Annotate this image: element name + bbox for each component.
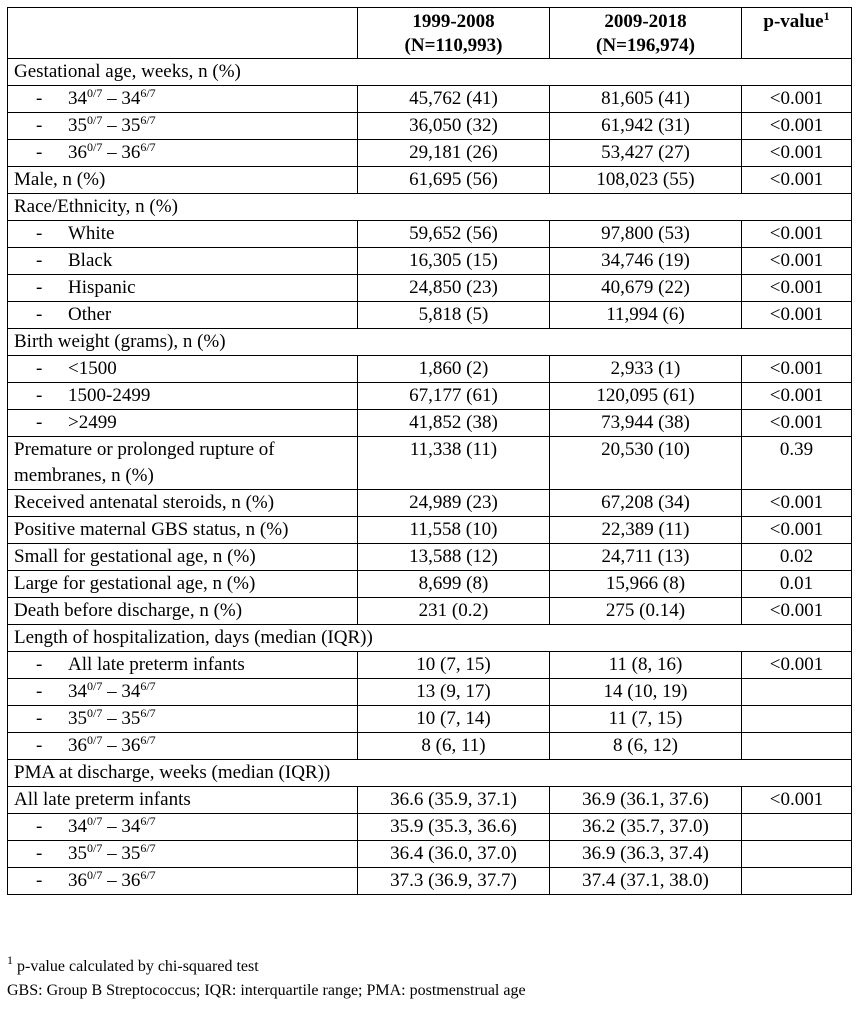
value-period-1: 10 (7, 15) (416, 654, 491, 675)
row-label-cell (8, 437, 358, 490)
p-value: 0.02 (779, 546, 814, 567)
p-value-cell (742, 517, 852, 544)
table-row (8, 679, 852, 706)
ga-start-days: 0/7 (87, 841, 103, 855)
value-period-2: 11 (7, 15) (608, 708, 683, 729)
p-value-cell (742, 275, 852, 302)
value-period-1: 35.9 (35.3, 36.6) (390, 816, 517, 837)
section-header-row (8, 625, 852, 652)
table-row (8, 410, 852, 437)
value-period-1: 36,050 (32) (409, 115, 498, 136)
value-period-2: 53,427 (27) (601, 142, 690, 163)
section-header-row (8, 760, 852, 787)
p-value-cell (742, 113, 852, 140)
ga-start-week: 35 (68, 708, 87, 729)
value-period-2-cell (550, 868, 742, 895)
value-period-2-cell (550, 733, 742, 760)
value-period-2-cell (550, 787, 742, 814)
value-period-1-cell (358, 356, 550, 383)
row-dash: - (36, 654, 43, 675)
value-period-2-cell (550, 544, 742, 571)
value-period-1-cell (358, 167, 550, 194)
section-header-cell (8, 625, 852, 652)
value-period-2-cell (550, 652, 742, 679)
ga-end-days: 6/7 (140, 841, 156, 855)
ga-end-week: 36 (121, 870, 141, 891)
value-period-1: 10 (7, 14) (416, 708, 491, 729)
value-period-2: 36.9 (36.1, 37.6) (582, 789, 709, 810)
p-value-cell (742, 841, 852, 868)
row-label-cell (8, 383, 358, 410)
value-period-2: 20,530 (10) (601, 439, 690, 460)
header-p-value-label: p-value (763, 11, 824, 32)
row-label: Received antenatal steroids, n (%) (14, 492, 275, 513)
row-dash: - (36, 277, 43, 298)
section-header-cell (8, 59, 852, 86)
value-period-1-cell (358, 571, 550, 598)
row-label-cell: - $36^{0/7} - 36^{6/7}$ (8, 733, 358, 760)
value-period-1-cell (358, 221, 550, 248)
value-period-1: 61,695 (56) (409, 169, 498, 190)
value-period-2: 97,800 (53) (601, 223, 690, 244)
table-row (8, 733, 852, 760)
p-value-cell (742, 598, 852, 625)
table-row (8, 437, 852, 490)
value-period-2-cell (550, 221, 742, 248)
p-value-cell (742, 221, 852, 248)
ga-start-week: 36 (68, 142, 87, 163)
row-dash: - (36, 735, 43, 756)
value-period-2: 15,966 (8) (605, 573, 686, 594)
table-row (8, 167, 852, 194)
row-dash: - (36, 681, 43, 702)
row-label-cell: - $34^{0/7} - 34^{6/7}$ (8, 679, 358, 706)
row-label-cell (8, 787, 358, 814)
p-value: <0.001 (769, 654, 824, 675)
row-dash: - (36, 142, 43, 163)
section-header-cell (8, 194, 852, 221)
section-label: Gestational age, weeks, n (%) (14, 61, 241, 82)
value-period-2: 11 (8, 16) (608, 654, 683, 675)
table-row (8, 140, 852, 167)
p-value: <0.001 (769, 115, 824, 136)
table-row (8, 383, 852, 410)
ga-end-week: 34 (121, 681, 141, 702)
ga-end-days: 6/7 (140, 113, 156, 127)
ga-end-days: 6/7 (140, 140, 156, 154)
p-value: <0.001 (769, 304, 824, 325)
value-period-2: 275 (0.14) (605, 600, 686, 621)
value-period-2-cell (550, 706, 742, 733)
row-label-cell (8, 221, 358, 248)
row-label: Small for gestational age, n (%) (14, 546, 256, 567)
row-dash: - (36, 385, 43, 406)
value-period-2: 36.9 (36.3, 37.4) (582, 843, 709, 864)
ga-end-days: 6/7 (140, 733, 156, 747)
footnote-1 (7, 953, 259, 976)
header-period-2009-2018 (550, 8, 742, 59)
p-value: <0.001 (769, 492, 824, 513)
section-header-row (8, 329, 852, 356)
value-period-1-cell (358, 598, 550, 625)
section-label: Length of hospitalization, days (median (IQR)) (14, 627, 373, 648)
row-label: Premature or prolonged rupture of membranes, n (%) (14, 439, 275, 486)
row-dash: - (36, 843, 43, 864)
value-period-1: 37.3 (36.9, 37.7) (390, 870, 517, 891)
ga-start-week: 34 (68, 681, 87, 702)
row-dash: - (36, 412, 43, 433)
value-period-1: 8,699 (8) (418, 573, 489, 594)
value-period-1: 41,852 (38) (409, 412, 498, 433)
footnote-abbreviations (7, 981, 526, 1000)
value-period-2-cell (550, 517, 742, 544)
value-period-2-cell (550, 302, 742, 329)
row-sublabel: All late preterm infants (68, 654, 245, 675)
ga-start-week: 34 (68, 88, 87, 109)
value-period-1-cell (358, 652, 550, 679)
p-value: 0.39 (779, 439, 814, 460)
ga-start-days: 0/7 (87, 706, 103, 720)
p-value: <0.001 (769, 169, 824, 190)
ga-end-days: 6/7 (140, 868, 156, 882)
ga-start-week: 34 (68, 816, 87, 837)
value-period-1-cell (358, 679, 550, 706)
value-period-1: 67,177 (61) (409, 385, 498, 406)
ga-end-days: 6/7 (140, 814, 156, 828)
value-period-1-cell (358, 814, 550, 841)
p-value-cell (742, 410, 852, 437)
row-label: Positive maternal GBS status, n (%) (14, 519, 289, 540)
row-label-cell: - $36^{0/7} - 36^{6/7}$ (8, 140, 358, 167)
table-row (8, 356, 852, 383)
row-label-cell (8, 410, 358, 437)
value-period-1: 29,181 (26) (409, 142, 498, 163)
value-period-1: 36.4 (36.0, 37.0) (390, 843, 517, 864)
row-sublabel: >2499 (68, 412, 117, 433)
value-period-1: 36.6 (35.9, 37.1) (390, 789, 517, 810)
value-period-1-cell (358, 140, 550, 167)
section-header-row (8, 194, 852, 221)
value-period-1: 1,860 (2) (418, 358, 489, 379)
value-period-1-cell (358, 113, 550, 140)
row-sublabel: 1500-2499 (68, 385, 151, 406)
value-period-2: 67,208 (34) (601, 492, 690, 513)
value-period-1: 11,338 (11) (409, 439, 498, 460)
value-period-1: 16,305 (15) (409, 250, 498, 271)
p-value: <0.001 (769, 277, 824, 298)
value-period-2-cell (550, 814, 742, 841)
p-value-cell (742, 571, 852, 598)
section-header-cell (8, 760, 852, 787)
ga-start-days: 0/7 (87, 868, 103, 882)
ga-start-week: 35 (68, 115, 87, 136)
value-period-2-cell (550, 248, 742, 275)
p-value-cell (742, 679, 852, 706)
row-dash: - (36, 708, 43, 729)
header-period-1999-2008 (358, 8, 550, 59)
ga-end-week: 35 (121, 843, 141, 864)
value-period-1: 13 (9, 17) (416, 681, 491, 702)
p-value: <0.001 (769, 385, 824, 406)
header-label-cell (8, 8, 358, 59)
ga-end-week: 35 (121, 708, 141, 729)
p-value-cell (742, 248, 852, 275)
value-period-2-cell (550, 679, 742, 706)
table-row (8, 490, 852, 517)
value-period-2: 40,679 (22) (601, 277, 690, 298)
value-period-1: 59,652 (56) (409, 223, 498, 244)
ga-end-week: 36 (121, 735, 141, 756)
table-row (8, 544, 852, 571)
value-period-2: 8 (6, 12) (613, 735, 678, 756)
table-row (8, 275, 852, 302)
table-row (8, 868, 852, 895)
value-period-2-cell (550, 383, 742, 410)
value-period-1-cell (358, 275, 550, 302)
row-label-cell (8, 544, 358, 571)
ga-start-days: 0/7 (87, 86, 103, 100)
value-period-2-cell (550, 490, 742, 517)
p-value: <0.001 (769, 412, 824, 433)
p-value-cell (742, 356, 852, 383)
ga-start-days: 0/7 (87, 679, 103, 693)
row-sublabel: Other (68, 304, 112, 325)
p-value-cell (742, 490, 852, 517)
section-label: Race/Ethnicity, n (%) (14, 196, 178, 217)
p-value-cell (742, 302, 852, 329)
table-row (8, 517, 852, 544)
value-period-2-cell (550, 410, 742, 437)
table-row (8, 814, 852, 841)
row-label: Male, n (%) (14, 169, 106, 190)
value-period-1-cell (358, 437, 550, 490)
p-value-cell (742, 706, 852, 733)
table-row (8, 113, 852, 140)
row-label-cell (8, 490, 358, 517)
value-period-2: 73,944 (38) (601, 412, 690, 433)
row-dash: - (36, 358, 43, 379)
demographics-table (7, 7, 852, 895)
ga-start-days: 0/7 (87, 140, 103, 154)
value-period-1: 13,588 (12) (409, 546, 498, 567)
value-period-1: 11,558 (10) (409, 519, 498, 540)
table-row (8, 248, 852, 275)
row-label: Death before discharge, n (%) (14, 600, 243, 621)
table-row (8, 841, 852, 868)
value-period-1-cell (358, 733, 550, 760)
value-period-1-cell (358, 248, 550, 275)
row-dash: - (36, 816, 43, 837)
ga-start-week: 36 (68, 870, 87, 891)
table-header-row (8, 8, 852, 59)
table-row (8, 706, 852, 733)
p-value: <0.001 (769, 142, 824, 163)
p-value-cell (742, 814, 852, 841)
value-period-2-cell (550, 598, 742, 625)
value-period-1-cell (358, 302, 550, 329)
row-dash: - (36, 250, 43, 271)
header-period-2-n: (N=196,974) (596, 35, 695, 56)
value-period-2: 36.2 (35.7, 37.0) (582, 816, 709, 837)
section-label: Birth weight (grams), n (%) (14, 331, 226, 352)
footnote-1-text: p-value calculated by chi-squared test (13, 958, 259, 975)
row-sublabel: <1500 (68, 358, 117, 379)
value-period-1: 45,762 (41) (409, 88, 498, 109)
ga-end-week: 36 (121, 142, 141, 163)
value-period-2: 2,933 (1) (610, 358, 681, 379)
value-period-2-cell (550, 86, 742, 113)
value-period-1-cell (358, 787, 550, 814)
value-period-2-cell (550, 356, 742, 383)
value-period-2-cell (550, 437, 742, 490)
footnote-1-mark: 1 (7, 953, 13, 967)
p-value-cell (742, 787, 852, 814)
p-value: <0.001 (769, 358, 824, 379)
p-value-cell (742, 383, 852, 410)
ga-start-week: 36 (68, 735, 87, 756)
value-period-2-cell (550, 841, 742, 868)
row-label-cell (8, 275, 358, 302)
ga-end-days: 6/7 (140, 679, 156, 693)
value-period-2-cell (550, 571, 742, 598)
p-value-cell (742, 437, 852, 490)
row-dash: - (36, 115, 43, 136)
table-row (8, 598, 852, 625)
table-row (8, 571, 852, 598)
value-period-2: 24,711 (13) (601, 546, 690, 567)
p-value: <0.001 (769, 223, 824, 244)
row-label-cell (8, 598, 358, 625)
section-header-cell (8, 329, 852, 356)
table-container (7, 7, 852, 895)
row-label-cell (8, 517, 358, 544)
row-label-cell: - $34^{0/7} - 34^{6/7}$ (8, 86, 358, 113)
row-dash: - (36, 870, 43, 891)
p-value: <0.001 (769, 250, 824, 271)
value-period-1: 231 (0.2) (418, 600, 489, 621)
value-period-1-cell (358, 544, 550, 571)
table-row (8, 787, 852, 814)
row-label-cell: - $35^{0/7} - 35^{6/7}$ (8, 841, 358, 868)
ga-start-days: 0/7 (87, 733, 103, 747)
p-value: <0.001 (769, 600, 824, 621)
value-period-1: 8 (6, 11) (421, 735, 486, 756)
row-label-cell (8, 167, 358, 194)
row-dash: - (36, 223, 43, 244)
p-value-cell (742, 86, 852, 113)
header-period-2-years: 2009-2018 (604, 11, 687, 32)
ga-start-week: 35 (68, 843, 87, 864)
p-value: <0.001 (769, 519, 824, 540)
p-value-cell (742, 652, 852, 679)
value-period-2: 22,389 (11) (601, 519, 690, 540)
row-dash: - (36, 88, 43, 109)
table-body (8, 59, 852, 895)
p-value: 0.01 (779, 573, 814, 594)
value-period-1-cell (358, 706, 550, 733)
ga-start-days: 0/7 (87, 113, 103, 127)
p-value-cell (742, 140, 852, 167)
header-p-value (742, 8, 852, 59)
value-period-2: 108,023 (55) (596, 169, 695, 190)
header-period-1-years: 1999-2008 (412, 11, 495, 32)
row-label-cell (8, 356, 358, 383)
value-period-2: 11,994 (6) (606, 304, 685, 325)
value-period-2-cell (550, 275, 742, 302)
value-period-2-cell (550, 140, 742, 167)
row-label-cell: - $35^{0/7} - 35^{6/7}$ (8, 113, 358, 140)
row-label-cell (8, 652, 358, 679)
ga-end-week: 34 (121, 816, 141, 837)
p-value-cell (742, 167, 852, 194)
value-period-1-cell (358, 410, 550, 437)
row-sublabel: Black (68, 250, 113, 271)
value-period-2: 81,605 (41) (601, 88, 690, 109)
value-period-1-cell (358, 490, 550, 517)
value-period-2: 120,095 (61) (596, 385, 695, 406)
value-period-1-cell (358, 86, 550, 113)
row-sublabel: White (68, 223, 115, 244)
value-period-1: 5,818 (5) (418, 304, 489, 325)
row-dash: - (36, 304, 43, 325)
ga-end-days: 6/7 (140, 706, 156, 720)
value-period-1: 24,989 (23) (409, 492, 498, 513)
row-label: Large for gestational age, n (%) (14, 573, 256, 594)
p-value: <0.001 (769, 789, 824, 810)
ga-end-week: 35 (121, 115, 141, 136)
row-label-cell: - $35^{0/7} - 35^{6/7}$ (8, 706, 358, 733)
value-period-1: 24,850 (23) (409, 277, 498, 298)
section-header-row (8, 59, 852, 86)
row-sublabel: Hispanic (68, 277, 136, 298)
header-period-1-n: (N=110,993) (404, 35, 503, 56)
value-period-2-cell (550, 167, 742, 194)
row-label-cell (8, 571, 358, 598)
row-label: All late preterm infants (14, 789, 191, 810)
p-value-cell (742, 733, 852, 760)
value-period-1-cell (358, 517, 550, 544)
value-period-1-cell (358, 841, 550, 868)
value-period-1-cell (358, 868, 550, 895)
table-row (8, 221, 852, 248)
value-period-2-cell (550, 113, 742, 140)
value-period-1-cell (358, 383, 550, 410)
p-value: <0.001 (769, 88, 824, 109)
row-label-cell (8, 302, 358, 329)
value-period-2: 37.4 (37.1, 38.0) (582, 870, 709, 891)
ga-start-days: 0/7 (87, 814, 103, 828)
value-period-2: 34,746 (19) (601, 250, 690, 271)
section-label: PMA at discharge, weeks (median (IQR)) (14, 762, 331, 783)
ga-end-days: 6/7 (140, 86, 156, 100)
table-row (8, 302, 852, 329)
p-value-cell (742, 868, 852, 895)
p-value-cell (742, 544, 852, 571)
row-label-cell: - $36^{0/7} - 36^{6/7}$ (8, 868, 358, 895)
ga-end-week: 34 (121, 88, 141, 109)
row-label-cell: - $34^{0/7} - 34^{6/7}$ (8, 814, 358, 841)
footnote-abbreviations-text: GBS: Group B Streptococcus; IQR: interquartile range; PMA: postmenstrual age (7, 982, 526, 999)
value-period-2: 14 (10, 19) (603, 681, 688, 702)
table-row (8, 86, 852, 113)
table-row (8, 652, 852, 679)
header-p-value-footnote-mark: 1 (823, 9, 830, 23)
value-period-2: 61,942 (31) (601, 115, 690, 136)
row-label-cell (8, 248, 358, 275)
